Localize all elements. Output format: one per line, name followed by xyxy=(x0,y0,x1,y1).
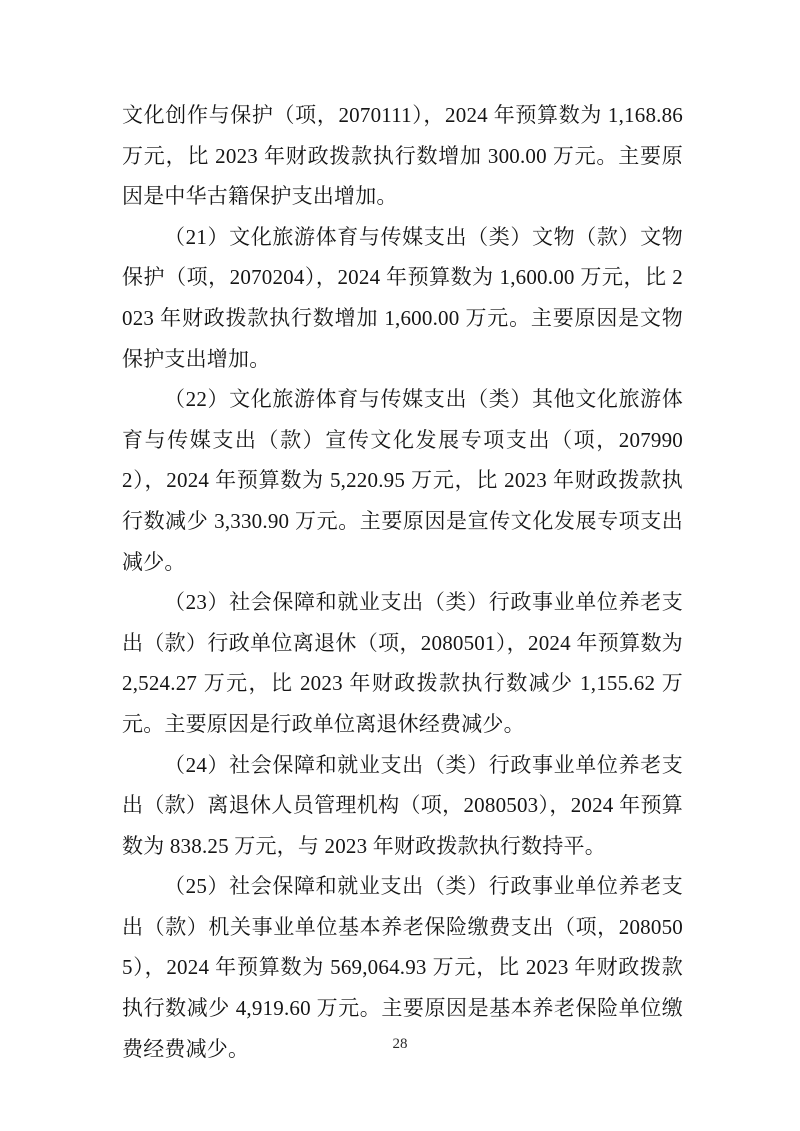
paragraph-continuation: 文化创作与保护（项，2070111），2024 年预算数为 1,168.86 万元，比 2023 年财政拨款执行数增加 300.00 万元。主要原因是中华古籍保护支出增加。 xyxy=(122,103,683,209)
paragraph-item-21: （21）文化旅游体育与传媒支出（类）文物（款）文物保护（项，2070204），2024 年预算数为 1,600.00 万元，比 2023 年财政拨款执行数增加 1,600.00 万元。主要原因是文物保护支出增加。 xyxy=(122,224,683,371)
paragraph-item-23: （23）社会保障和就业支出（类）行政事业单位养老支出（款）行政单位离退休（项，2080501），2024 年预算数为 2,524.27 万元，比 2023 年财政拨款执行数减少 1,155.62 万元。主要原因是行政单位离退休经费减少。 xyxy=(122,590,683,736)
paragraph-item-22: （22）文化旅游体育与传媒支出（类）其他文化旅游体育与传媒支出（款）宣传文化发展专项支出（项，2079902），2024 年预算数为 5,220.95 万元，比 2023 年财政拨款执行数减少 3,330.90 万元。主要原因是宣传文化发展专项支出减少。 xyxy=(122,387,683,574)
page-footer xyxy=(0,1035,800,1053)
paragraph-item-24: （24）社会保障和就业支出（类）行政事业单位养老支出（款）离退休人员管理机构（项，2080503），2024 年预算数为 838.25 万元，与 2023 年财政拨款执行数持平。 xyxy=(122,752,683,858)
text-body xyxy=(122,95,683,1069)
page-number: 28 xyxy=(392,1036,408,1052)
paragraph-item-25: （25）社会保障和就业支出（类）行政事业单位养老支出（款）机关事业单位基本养老保险缴费支出（项，2080505），2024 年预算数为 569,064.93 万元，比 2023 年财政拨款执行数减少 4,919.60 万元。主要原因是基本养老保险单位缴费经费减少。 xyxy=(122,874,683,1061)
